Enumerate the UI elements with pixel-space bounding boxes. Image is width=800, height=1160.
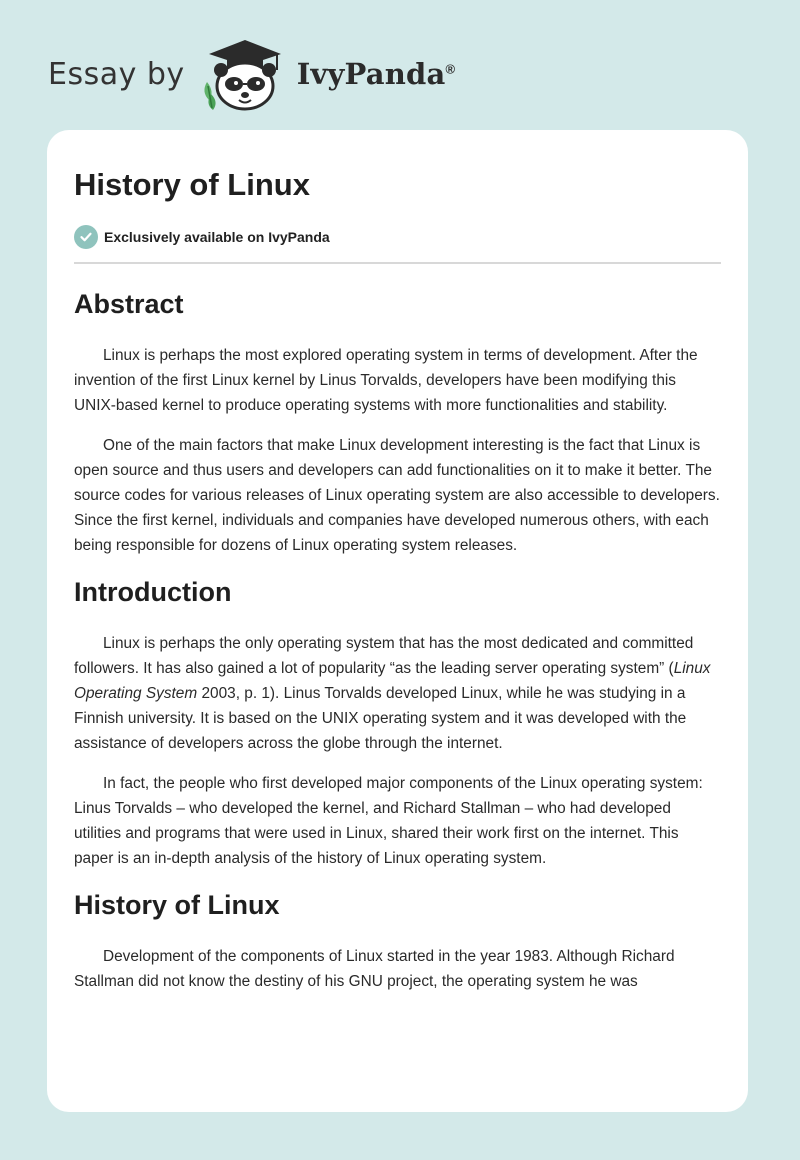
divider [74, 262, 721, 264]
check-circle-icon [74, 225, 98, 249]
section-heading-introduction: Introduction [74, 577, 232, 607]
essay-card [47, 130, 748, 1112]
ivypanda-logo[interactable] [199, 36, 456, 112]
registered-mark: ® [445, 61, 456, 77]
exclusive-label: Exclusively available on IvyPanda [104, 229, 330, 245]
section-heading-abstract: Abstract [74, 289, 184, 319]
paragraph: Linux is perhaps the only operating system that has the most dedicated and committed followers. It has also gained a lot of popularity “as the leading server operating system” (Linux Operating System 2003, p. 1). Linus Torvalds developed Linux, while he was studying in a Finnish university. It is based on the UNIX operating system and it was developed with the assistance of developers across the globe through the internet. [74, 635, 711, 752]
site-header [48, 36, 455, 112]
paragraph: In fact, the people who first developed major components of the Linux operating system: Linus Torvalds – who developed the kernel, and Richard Stallman – who had developed utilities and programs that were used in Linux, shared their work first on the internet. This paper is an in-depth analysis of the history of Linux operating system. [74, 775, 703, 867]
paragraph: Linux is perhaps the most explored operating system in terms of development. After the invention of the first Linux kernel by Linus Torvalds, developers have been modifying this UNIX-based kernel to produce operating systems with more functionalities and stability. [74, 347, 698, 414]
page-title: History of Linux [74, 167, 310, 202]
exclusive-badge [74, 224, 721, 250]
panda-graduate-icon [199, 36, 291, 112]
section-heading-history: History of Linux [74, 890, 280, 920]
paragraph: Development of the components of Linux started in the year 1983. Although Richard Stallman did not know the destiny of his GNU project, the operating system he was [74, 948, 675, 990]
citation-title: Linux Operating System [74, 660, 711, 702]
paragraph: One of the main factors that make Linux development interesting is the fact that Linux is open source and thus users and developers can add functionalities on it to make it better. The source codes for various releases of Linux operating system are also accessible to developers. Since the first kernel, individuals and companies have developed numerous others, with each being responsible for dozens of Linux operating system releases. [74, 437, 720, 554]
brand-name: IvyPanda® [296, 57, 456, 91]
essay-by-label: Essay by [48, 56, 185, 92]
